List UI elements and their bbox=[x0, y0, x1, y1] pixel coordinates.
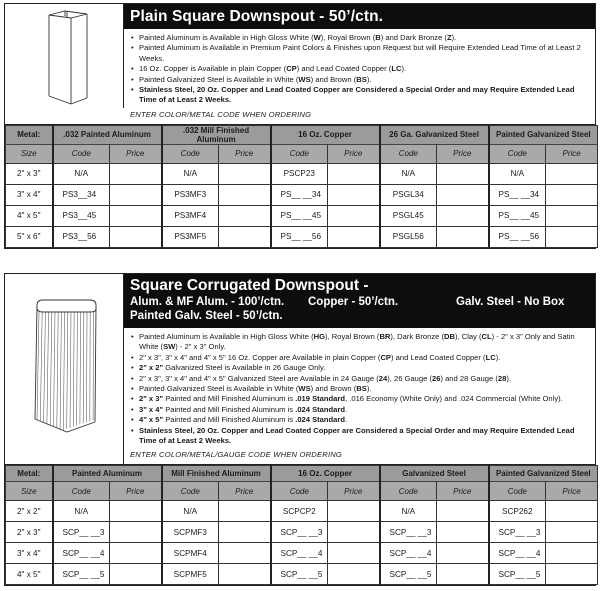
note-text: ). bbox=[495, 352, 501, 362]
metal-column-header: Painted Aluminum bbox=[53, 466, 162, 482]
square-corrugated-downspout-section bbox=[4, 273, 596, 586]
section-header bbox=[5, 4, 595, 125]
corrugation-line bbox=[73, 312, 74, 427]
note-code: W bbox=[313, 33, 321, 42]
price-cell[interactable] bbox=[219, 501, 271, 522]
price-cell[interactable] bbox=[328, 163, 380, 184]
corrugation-line bbox=[37, 312, 39, 420]
code-cell: PS__ __45 bbox=[489, 205, 546, 226]
size-label: Size bbox=[6, 482, 53, 501]
packaging-copper: Copper - 50’/ctn. bbox=[308, 296, 399, 308]
price-cell[interactable] bbox=[328, 522, 380, 543]
note-item bbox=[130, 405, 589, 415]
corrugation-line bbox=[87, 312, 88, 422]
price-label: Price bbox=[546, 144, 598, 163]
note-code: 24 bbox=[378, 373, 388, 383]
note-item bbox=[130, 363, 589, 373]
note-text: Painted Galvanized Steel is Available in White ( bbox=[139, 384, 299, 394]
plain-square-downspout-icon bbox=[5, 4, 124, 108]
note-text: ). bbox=[366, 384, 372, 394]
note-code: B bbox=[375, 33, 381, 42]
size-cell: 4" x 5" bbox=[6, 205, 53, 226]
section-info bbox=[124, 274, 595, 464]
code-cell: N/A bbox=[53, 501, 110, 522]
note-code: 2" x 2" bbox=[139, 363, 164, 373]
price-cell[interactable] bbox=[328, 205, 380, 226]
code-cell: PS3__34 bbox=[53, 184, 110, 205]
subheader-row bbox=[6, 482, 598, 501]
note-text: ). bbox=[401, 64, 407, 74]
section-info bbox=[124, 4, 595, 124]
table-row bbox=[6, 226, 598, 247]
code-cell: PS3MF3 bbox=[162, 184, 219, 205]
code-cell: SCP__ __5 bbox=[53, 564, 110, 585]
note-code: .024 Standard bbox=[295, 404, 346, 414]
note-code: BS bbox=[356, 384, 367, 394]
price-cell[interactable] bbox=[546, 564, 598, 585]
code-cell: PS__ __45 bbox=[271, 205, 328, 226]
table-row bbox=[6, 184, 598, 205]
price-cell[interactable] bbox=[546, 543, 598, 564]
packaging-alum: Alum. & MF Alum. - 100’/ctn. bbox=[130, 296, 285, 308]
corrugation-line bbox=[77, 312, 78, 426]
price-cell[interactable] bbox=[546, 501, 598, 522]
corrugation-line bbox=[50, 312, 52, 425]
note-text: ) and Dark Bronze ( bbox=[380, 33, 447, 42]
code-cell: SCP__ __3 bbox=[380, 522, 437, 543]
corrugated-square-downspout-icon bbox=[5, 274, 124, 464]
metal-column-header: 26 Ga. Galvanized Steel bbox=[380, 125, 489, 144]
code-cell: PSGL45 bbox=[380, 205, 437, 226]
price-cell[interactable] bbox=[328, 543, 380, 564]
size-cell: 2" x 3" bbox=[6, 522, 53, 543]
enter-code-note: ENTER COLOR/METAL CODE WHEN ORDERING bbox=[130, 109, 312, 119]
price-cell[interactable] bbox=[328, 226, 380, 247]
note-code: HG bbox=[313, 332, 325, 341]
code-cell: N/A bbox=[489, 163, 546, 184]
price-label: Price bbox=[110, 482, 162, 501]
corrugation-line bbox=[54, 312, 56, 427]
corrugation-line bbox=[40, 312, 42, 421]
note-code: CP bbox=[380, 352, 392, 362]
note-text: ), Royal Brown ( bbox=[320, 33, 376, 42]
note-code: CP bbox=[286, 64, 297, 74]
price-table bbox=[5, 465, 598, 585]
code-cell: PSCP23 bbox=[271, 163, 328, 184]
metal-column-header: 16 Oz. Copper bbox=[271, 466, 380, 482]
note-text: Galvanized Steel is Available in 26 Gauge Only. bbox=[163, 363, 326, 373]
note-text: Painted and Mill Finished Aluminum is bbox=[163, 415, 296, 425]
corrugation-line bbox=[44, 312, 46, 423]
note-text: ). bbox=[506, 373, 511, 383]
price-cell[interactable] bbox=[328, 184, 380, 205]
notes-list bbox=[124, 328, 595, 446]
corrugation-line bbox=[83, 312, 84, 423]
note-text: ) and Brown ( bbox=[310, 384, 357, 394]
note-code: .019 Standard bbox=[295, 394, 346, 404]
code-label: Code bbox=[380, 144, 437, 163]
note-code: 2" x 3" bbox=[139, 394, 164, 404]
price-label: Price bbox=[219, 144, 271, 163]
code-cell: N/A bbox=[53, 163, 110, 184]
price-cell[interactable] bbox=[110, 205, 162, 226]
note-item bbox=[130, 353, 589, 363]
code-cell: SCP__ __3 bbox=[489, 522, 546, 543]
note-code: 4" x 5" bbox=[139, 415, 164, 425]
note-text: ) - 2" x 3" Only. bbox=[175, 342, 226, 352]
note-code: .024 Standard bbox=[295, 415, 346, 425]
note-text: ), Dark Bronze ( bbox=[390, 332, 444, 341]
metal-column-header: 16 Oz. Copper bbox=[271, 125, 380, 144]
note-text: ). bbox=[366, 74, 372, 84]
note-code: 3" x 4" bbox=[139, 404, 164, 414]
price-label: Price bbox=[110, 144, 162, 163]
corrugation-line bbox=[47, 312, 49, 424]
note-item bbox=[130, 426, 589, 447]
note-text: 16 Oz. Copper is Available in plain Copper ( bbox=[139, 64, 287, 74]
note-text: Painted and Mill Finished Aluminum is bbox=[163, 394, 296, 404]
price-cell[interactable] bbox=[437, 501, 489, 522]
note-text: ), Clay ( bbox=[454, 332, 482, 341]
price-label: Price bbox=[437, 144, 489, 163]
corrugation-line bbox=[80, 312, 81, 424]
note-code: WS bbox=[298, 74, 311, 84]
code-cell: SCP__ __5 bbox=[380, 564, 437, 585]
code-cell: N/A bbox=[380, 163, 437, 184]
note-item bbox=[130, 75, 589, 85]
note-item bbox=[130, 374, 589, 384]
metal-column-header: Painted Galvanized Steel bbox=[489, 125, 598, 144]
code-cell: SCP__ __5 bbox=[271, 564, 328, 585]
code-label: Code bbox=[271, 482, 328, 501]
note-text: . bbox=[345, 404, 348, 414]
corrugation-line bbox=[57, 312, 58, 428]
code-label: Code bbox=[53, 144, 110, 163]
price-cell[interactable] bbox=[110, 501, 162, 522]
note-text: Painted Aluminum is Available in High Gloss White ( bbox=[139, 332, 314, 341]
section-title-bar bbox=[124, 274, 595, 328]
product-image-cell bbox=[5, 274, 124, 464]
table-row bbox=[6, 205, 598, 226]
price-label: Price bbox=[328, 144, 380, 163]
price-cell[interactable] bbox=[219, 543, 271, 564]
note-code: Z bbox=[446, 33, 452, 42]
size-cell: 3" x 4" bbox=[6, 543, 53, 564]
price-cell[interactable] bbox=[110, 522, 162, 543]
note-text: Painted Galvanized Steel is Available in White ( bbox=[139, 74, 299, 84]
corrugation-line bbox=[60, 312, 61, 429]
metal-column-header: Galvanized Steel bbox=[380, 466, 489, 482]
note-text: ) and 28 Gauge ( bbox=[440, 373, 498, 383]
size-cell: 3" x 4" bbox=[6, 184, 53, 205]
price-cell[interactable] bbox=[110, 543, 162, 564]
code-label: Code bbox=[271, 144, 328, 163]
note-text: , .016 Economy (White Only) and .024 Commercial (White Only). bbox=[345, 394, 563, 404]
code-cell: PS3MF5 bbox=[162, 226, 219, 247]
code-cell: SCP__ __4 bbox=[380, 543, 437, 564]
code-label: Code bbox=[162, 482, 219, 501]
code-cell: SCPMF5 bbox=[162, 564, 219, 585]
section-title: Square Corrugated Downspout - bbox=[130, 277, 369, 294]
code-cell: SCPMF3 bbox=[162, 522, 219, 543]
price-label: Price bbox=[437, 482, 489, 501]
size-label: Size bbox=[6, 144, 53, 163]
code-cell: SCP__ __4 bbox=[53, 543, 110, 564]
code-cell: PS3MF4 bbox=[162, 205, 219, 226]
size-cell: 2" x 3" bbox=[6, 163, 53, 184]
metal-label: Metal: bbox=[6, 125, 53, 144]
code-cell: PSGL56 bbox=[380, 226, 437, 247]
note-text: ), 26 Gauge ( bbox=[387, 373, 432, 383]
enter-code-note: ENTER COLOR/METAL/GAUGE CODE WHEN ORDERING bbox=[130, 450, 343, 460]
metal-column-header: Mill Finished Aluminum bbox=[162, 466, 271, 482]
note-code: CL bbox=[481, 332, 492, 341]
note-code: DB bbox=[444, 332, 455, 341]
code-cell: SCP__ __4 bbox=[489, 543, 546, 564]
code-cell: SCP__ __3 bbox=[271, 522, 328, 543]
product-image-cell bbox=[5, 4, 124, 108]
price-cell[interactable] bbox=[437, 205, 489, 226]
code-cell: PSGL34 bbox=[380, 184, 437, 205]
price-cell[interactable] bbox=[110, 564, 162, 585]
price-cell[interactable] bbox=[546, 184, 598, 205]
code-cell: PS__ __56 bbox=[489, 226, 546, 247]
note-text: ), Royal Brown ( bbox=[325, 332, 380, 341]
price-cell[interactable] bbox=[437, 564, 489, 585]
table-row bbox=[6, 522, 598, 543]
note-text: ) and Lead Coated Copper ( bbox=[391, 352, 486, 362]
note-text: ) and Brown ( bbox=[310, 74, 357, 84]
price-cell[interactable] bbox=[110, 184, 162, 205]
plain-square-downspout-section bbox=[4, 3, 596, 249]
code-cell: SCP__ __5 bbox=[489, 564, 546, 585]
note-text: ) - 2" x 3" Only and Satin White ( bbox=[139, 332, 575, 352]
price-label: Price bbox=[219, 482, 271, 501]
code-cell: SCPMF4 bbox=[162, 543, 219, 564]
price-cell[interactable] bbox=[219, 522, 271, 543]
note-code: BS bbox=[356, 74, 367, 84]
code-label: Code bbox=[380, 482, 437, 501]
price-cell[interactable] bbox=[437, 522, 489, 543]
note-item bbox=[130, 33, 589, 43]
price-cell[interactable] bbox=[219, 226, 271, 247]
size-cell: 2" x 2" bbox=[6, 501, 53, 522]
note-code: 26 bbox=[431, 373, 441, 383]
note-item bbox=[130, 64, 589, 74]
code-cell: SCP__ __3 bbox=[53, 522, 110, 543]
code-cell: N/A bbox=[162, 163, 219, 184]
note-text: ). bbox=[451, 33, 457, 42]
table-row bbox=[6, 163, 598, 184]
code-label: Code bbox=[489, 144, 546, 163]
price-cell[interactable] bbox=[219, 205, 271, 226]
metal-label: Metal: bbox=[6, 466, 53, 482]
note-code: BR bbox=[379, 332, 391, 341]
notes-list bbox=[124, 29, 595, 106]
note-text: Painted Aluminum is Available in Premium Paint Colors & Finishes upon Request but will Require Extended Lead Time of at Least 2 Weeks. bbox=[139, 43, 581, 63]
size-cell: 4" x 5" bbox=[6, 564, 53, 585]
metal-column-header: .032 Mill Finished Aluminum bbox=[162, 125, 271, 144]
price-cell[interactable] bbox=[328, 564, 380, 585]
metal-column-header: Painted Galvanized Steel bbox=[489, 466, 598, 482]
section-title: Plain Square Downspout - 50’/ctn. bbox=[124, 4, 595, 29]
code-cell: PS3__56 bbox=[53, 226, 110, 247]
price-cell[interactable] bbox=[546, 163, 598, 184]
code-label: Code bbox=[162, 144, 219, 163]
note-text: ) and Lead Coated Copper ( bbox=[296, 64, 392, 74]
code-cell: PS__ __34 bbox=[271, 184, 328, 205]
note-code: WS bbox=[298, 384, 311, 394]
price-table bbox=[5, 125, 598, 248]
note-item bbox=[130, 384, 589, 394]
price-cell[interactable] bbox=[437, 226, 489, 247]
price-label: Price bbox=[328, 482, 380, 501]
note-item bbox=[130, 415, 589, 425]
code-cell: SCP__ __4 bbox=[271, 543, 328, 564]
code-cell: PS__ __56 bbox=[271, 226, 328, 247]
note-text: . bbox=[345, 415, 348, 425]
note-text: 2" x 3", 3" x 4" and 4" x 5" Galvanized Steel are Available in 24 Gauge ( bbox=[139, 373, 379, 383]
table-row bbox=[6, 501, 598, 522]
note-text: Painted and Mill Finished Aluminum is bbox=[163, 404, 296, 414]
note-item bbox=[130, 43, 589, 64]
metal-column-header: .032 Painted Aluminum bbox=[53, 125, 162, 144]
note-text: 2" x 3", 3" x 4" and 4" x 5" 16 Oz. Copper are Available in plain Copper ( bbox=[139, 352, 381, 362]
corrugation-line bbox=[63, 312, 64, 430]
price-cell[interactable] bbox=[437, 184, 489, 205]
code-cell: SCP262 bbox=[489, 501, 546, 522]
metal-header-row bbox=[6, 125, 598, 144]
price-cell[interactable] bbox=[546, 205, 598, 226]
packaging-galv: Galv. Steel - No Box bbox=[456, 296, 565, 308]
price-label: Price bbox=[546, 482, 598, 501]
price-cell[interactable] bbox=[546, 226, 598, 247]
price-cell[interactable] bbox=[110, 226, 162, 247]
note-item bbox=[130, 394, 589, 404]
price-cell[interactable] bbox=[219, 184, 271, 205]
note-code: SW bbox=[163, 342, 176, 352]
price-cell[interactable] bbox=[110, 163, 162, 184]
price-cell[interactable] bbox=[437, 543, 489, 564]
note-text: Painted Aluminum is Available in High Gloss White ( bbox=[139, 33, 314, 42]
code-cell: SCPCP2 bbox=[271, 501, 328, 522]
note-text: Stainless Steel, 20 Oz. Copper and Lead Coated Copper are Considered a Special Order and may Require Extended Lead Time of at Least 2 Weeks. bbox=[139, 85, 575, 105]
code-label: Code bbox=[53, 482, 110, 501]
section-header bbox=[5, 274, 595, 465]
price-cell[interactable] bbox=[437, 163, 489, 184]
corrugation-line bbox=[67, 312, 68, 429]
code-cell: N/A bbox=[162, 501, 219, 522]
note-text: Stainless Steel, 20 Oz. Copper and Lead Coated Copper are Considered a Special Order and may Require Extended Lead Time of at Least 2 Weeks. bbox=[139, 425, 575, 446]
code-cell: N/A bbox=[380, 501, 437, 522]
price-cell[interactable] bbox=[328, 501, 380, 522]
code-cell: PS3__45 bbox=[53, 205, 110, 226]
price-cell[interactable] bbox=[219, 163, 271, 184]
table-row bbox=[6, 564, 598, 585]
size-cell: 5" x 6" bbox=[6, 226, 53, 247]
note-code: LC bbox=[391, 64, 402, 74]
note-item bbox=[130, 332, 589, 353]
packaging-painted-galv: Painted Galv. Steel - 50’/ctn. bbox=[130, 310, 283, 322]
price-cell[interactable] bbox=[219, 564, 271, 585]
code-cell: PS__ __34 bbox=[489, 184, 546, 205]
note-code: LC bbox=[485, 352, 496, 362]
corrugation-line bbox=[70, 312, 71, 428]
note-code: 28 bbox=[497, 373, 507, 383]
price-cell[interactable] bbox=[546, 522, 598, 543]
note-item bbox=[130, 85, 589, 106]
table-row bbox=[6, 543, 598, 564]
code-label: Code bbox=[489, 482, 546, 501]
subheader-row bbox=[6, 144, 598, 163]
metal-header-row bbox=[6, 466, 598, 482]
